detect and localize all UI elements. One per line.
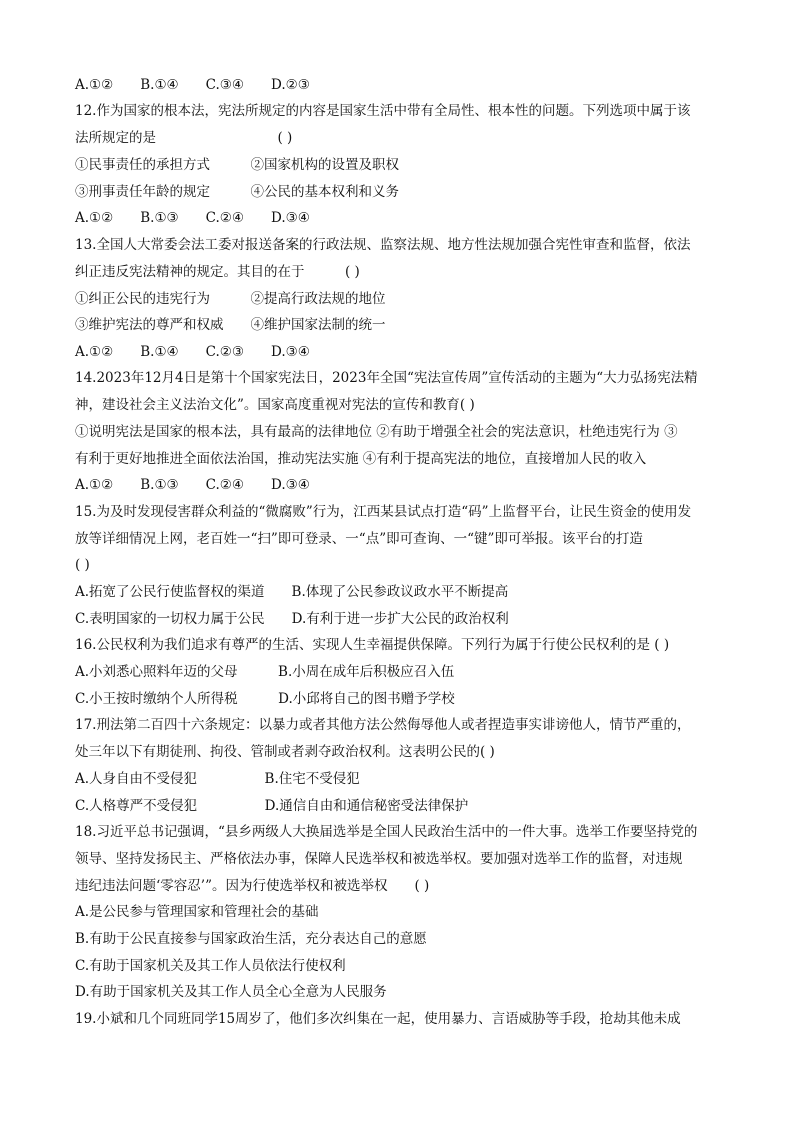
q18-option-c: C.有助于国家机关及其工作人员依法行使权利 bbox=[75, 958, 346, 974]
q12-options: A.①② B.①③ C.②④ D.③④ bbox=[75, 210, 310, 226]
q13-statements-1: ①纠正公民的违宪行为 ②提高行政法规的地位 bbox=[75, 291, 386, 307]
q13-statements-2: ③维护宪法的尊严和权威 ④维护国家法制的统一 bbox=[75, 317, 386, 333]
q15-stem-line-2: 放等详细情况上网，老百姓一“扫”即可登录、一“点”即可查询、一“键”即可举报。该平台的打造 bbox=[75, 531, 643, 547]
q11-options: A.①② B.①④ C.③④ D.②③ bbox=[75, 77, 310, 93]
q13-stem-line-2: 纠正违反宪法精神的规定。其目的在于 ( ) bbox=[75, 264, 360, 280]
q15-options-cd: C.表明国家的一切权力属于公民 D.有利于进一步扩大公民的政治权利 bbox=[75, 611, 509, 627]
q12-statements-2: ③刑事责任年龄的规定 ④公民的基本权利和义务 bbox=[75, 184, 399, 200]
q14-statements-1: ①说明宪法是国家的根本法，具有最高的法律地位 ②有助于增强全社会的宪法意识，杜绝违宪行为 ③ bbox=[75, 424, 678, 440]
q16-options-cd: C.小王按时缴纳个人所得税 D.小邱将自己的图书赠予学校 bbox=[75, 691, 455, 707]
q15-options-ab: A.拓宽了公民行使监督权的渠道 B.体现了公民参政议政水平不断提高 bbox=[75, 584, 509, 600]
q17-options-ab: A.人身自由不受侵犯 B.住宅不受侵犯 bbox=[75, 771, 360, 787]
q17-options-cd: C.人格尊严不受侵犯 D.通信自由和通信秘密受法律保护 bbox=[75, 798, 469, 814]
q15-stem-line-1: 15.为及时发现侵害群众利益的“微腐败”行为，江西某县试点打造“码”上监督平台，让民生资金的使用发 bbox=[75, 504, 692, 520]
q12-statements-1: ①民事责任的承担方式 ②国家机构的设置及职权 bbox=[75, 157, 399, 173]
q14-stem-line-2: 神，建设社会主义法治文化”。国家高度重视对宪法的宣传和教育( ) bbox=[75, 397, 475, 413]
q17-stem-line-1: 17.刑法第二百四十六条规定：以暴力或者其他方法公然侮辱他人或者捏造事实诽谤他人，情节严重的， bbox=[75, 717, 691, 733]
q18-stem-line-3: 违纪违法问题‘零容忍’”。因为行使选举权和被选举权 ( ) bbox=[75, 878, 430, 894]
q14-stem-line-1: 14.2023年12月4日是第十个国家宪法日，2023年全国“宪法宣传周”宣传活动的主题为“大力弘扬宪法精 bbox=[75, 370, 698, 386]
q12-stem-line-2: 法所规定的是 ( ) bbox=[75, 130, 293, 146]
q18-stem-line-2: 领导、坚持发扬民主、严格依法办事，保障人民选举权和被选举权。要加强对选举工作的监督，对违规 bbox=[75, 851, 683, 867]
q13-options: A.①② B.①④ C.②③ D.③④ bbox=[75, 344, 310, 360]
q12-stem-line-1: 12.作为国家的根本法，宪法所规定的内容是国家生活中带有全局性、根本性的问题。下列选项中属于该 bbox=[75, 103, 691, 119]
q14-statements-2: 有利于更好地推进全面依法治国，推动宪法实施 ④有利于提高宪法的地位，直接增加人民的收入 bbox=[75, 451, 647, 467]
q17-stem-line-2: 处三年以下有期徒刑、拘役、管制或者剥夺政治权利。这表明公民的( ) bbox=[75, 744, 495, 760]
q19-stem-line-1: 19.小斌和几个同班同学15周岁了，他们多次纠集在一起，使用暴力、言语威胁等手段，抢劫其他未成 bbox=[75, 1011, 681, 1027]
q18-stem-line-1: 18.习近平总书记强调，“县乡两级人大换届选举是全国人民政治生活中的一件大事。选举工作要坚持党的 bbox=[75, 824, 698, 840]
q16-options-ab: A.小刘悉心照料年迈的父母 B.小周在成年后积极应召入伍 bbox=[75, 664, 455, 680]
q18-option-b: B.有助于公民直接参与国家政治生活，充分表达自己的意愿 bbox=[75, 931, 427, 947]
q18-option-d: D.有助于国家机关及其工作人员全心全意为人民服务 bbox=[75, 984, 387, 1000]
q13-stem-line-1: 13.全国人大常委会法工委对报送备案的行政法规、监察法规、地方性法规加强合宪性审查和监督，依法 bbox=[75, 237, 691, 253]
q14-options: A.①② B.①③ C.②④ D.③④ bbox=[75, 477, 310, 493]
q18-option-a: A.是公民参与管理国家和管理社会的基础 bbox=[75, 904, 319, 920]
q16-stem: 16.公民权利为我们追求有尊严的生活、实现人生幸福提供保障。下列行为属于行使公民权利的是 ( ) bbox=[75, 637, 670, 653]
q15-stem-line-3: ( ) bbox=[75, 557, 90, 573]
